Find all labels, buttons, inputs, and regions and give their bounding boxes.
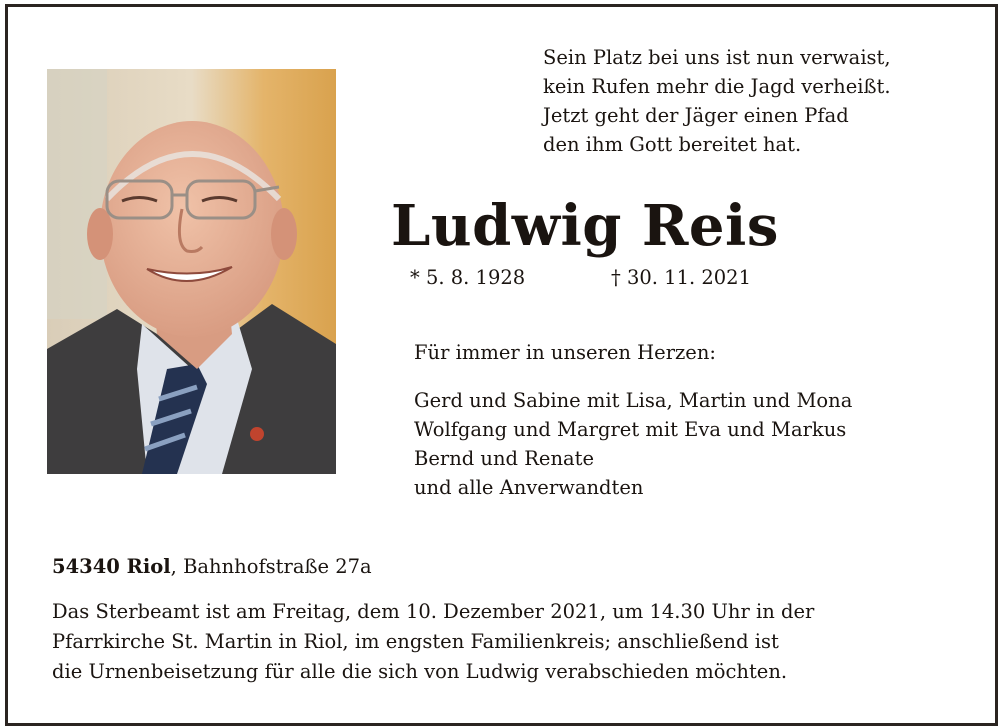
poem-line: kein Rufen mehr die Jagd verheißt. xyxy=(543,75,891,98)
address-postal-city: 54340 Riol xyxy=(52,555,171,578)
mourner-line: und alle Anverwandten xyxy=(414,476,644,499)
mourners-intro: Für immer in unseren Herzen: xyxy=(414,341,716,364)
memorial-poem xyxy=(543,43,891,159)
poem-line: Jetzt geht der Jäger einen Pfad xyxy=(543,104,849,127)
mourners-list xyxy=(414,386,852,502)
family-address xyxy=(52,555,372,578)
notice-line: Pfarrkirche St. Martin in Riol, im engsten Familienkreis; anschließend ist xyxy=(52,630,779,653)
birth-date: * 5. 8. 1928 xyxy=(410,266,526,289)
portrait-photo xyxy=(47,69,336,474)
mourner-line: Wolfgang und Margret mit Eva und Markus xyxy=(414,418,847,441)
poem-line: den ihm Gott bereitet hat. xyxy=(543,133,802,156)
deceased-name: Ludwig Reis xyxy=(391,193,779,259)
poem-line: Sein Platz bei uns ist nun verwaist, xyxy=(543,46,891,69)
notice-line: Das Sterbeamt ist am Freitag, dem 10. Dezember 2021, um 14.30 Uhr in der xyxy=(52,600,815,623)
notice-line: die Urnenbeisetzung für alle die sich von Ludwig verabschieden möchten. xyxy=(52,660,788,683)
address-street: , Bahnhofstraße 27a xyxy=(170,555,372,578)
portrait-illustration xyxy=(47,69,336,474)
death-date: † 30. 11. 2021 xyxy=(611,266,751,289)
mourner-line: Gerd und Sabine mit Lisa, Martin und Mona xyxy=(414,389,853,412)
funeral-notice xyxy=(52,597,814,687)
mourner-line: Bernd und Renate xyxy=(414,447,595,470)
